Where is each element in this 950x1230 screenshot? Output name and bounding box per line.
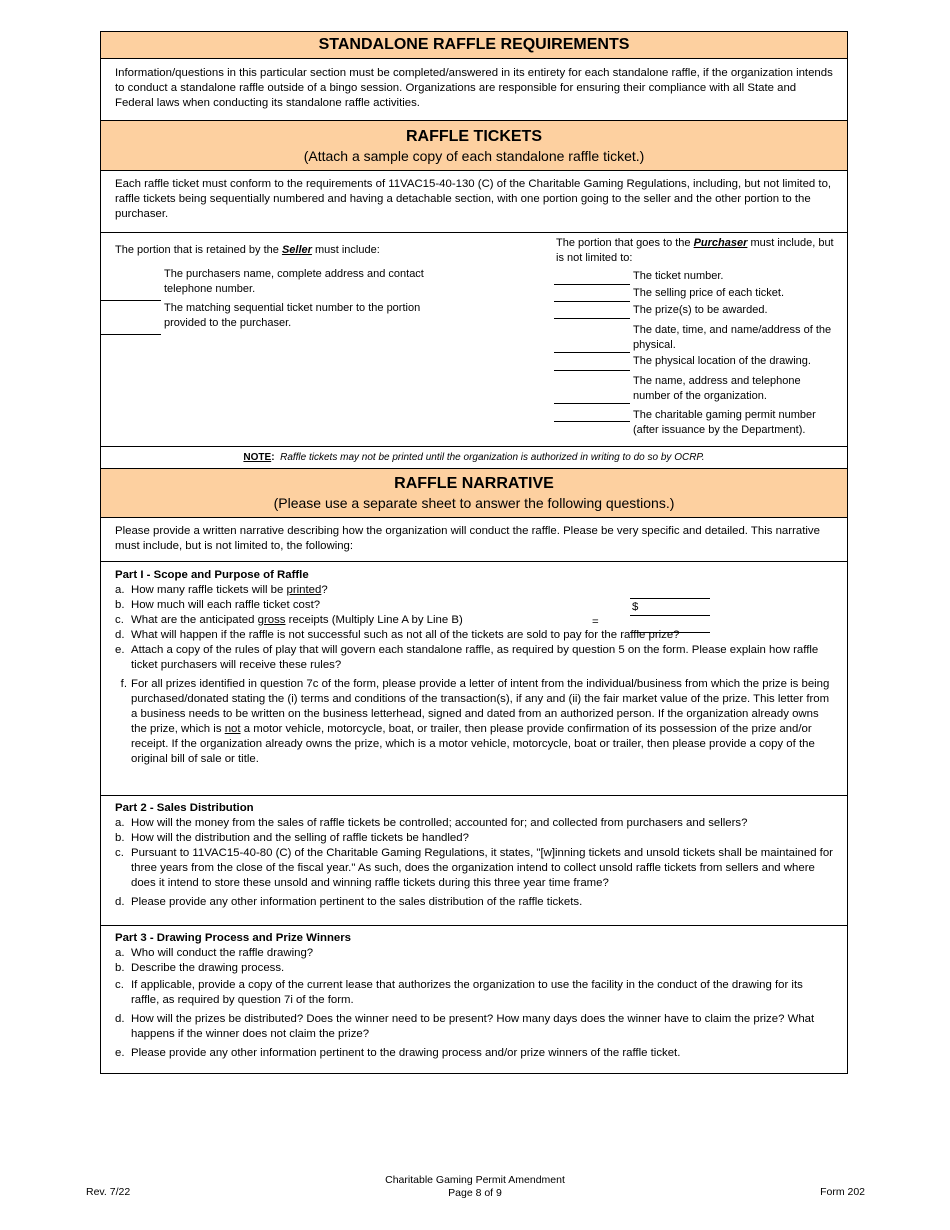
part-2-question-a: a. How will the money from the sales of raffle tickets be controlled; accounted for; and collected from purchasers and sellers? bbox=[115, 817, 748, 829]
purchaser-heading: The portion that goes to the Purchaser must include, but is not limited to: bbox=[556, 237, 834, 264]
raffle-tickets-intro-text: Each raffle ticket must conform to the requirements of 11VAC15-40-130 (C) of the Charitable Gaming Regulations, including, but not limited to, raffle tickets being sequentially numbered and having a detachable section, with one portion going to the seller and the other portion to the purchaser. bbox=[115, 178, 832, 220]
raffle-tickets-intro bbox=[101, 170, 847, 232]
raffle-narrative-header bbox=[101, 468, 847, 517]
gross-receipts-line[interactable] bbox=[630, 632, 710, 633]
part-1-question-f: f. For all prizes identified in question 7c of the form, please provide a letter of intent from the individual/business from which the prize is being purchased/donated stating the (i) terms and conditions of the transaction(s), if any and (ii) the fair market value of the prize. This letter from a business needs to be written on the business letterhead, signed and dated from an authorized person. If the organization already owns the prize, which is not a motor vehicle, motorcycle, boat, or trailer, then please provide confirmation of its possession of the prize and/or receipt. If the organization already owns the prize, which is a motor vehicle, motorcycle, boat or trailer, then please provide a copy of the original bill of sale or title. bbox=[120, 678, 830, 765]
part-3-section bbox=[101, 925, 847, 1073]
part-3-question-d: d. How will the prizes be distributed? Does the winner need to be present? How many days does the winner have to claim the prize? What happens if the winner does not claim the prize? bbox=[115, 1013, 815, 1040]
raffle-narrative-title: RAFFLE NARRATIVE bbox=[394, 475, 554, 492]
standalone-raffle-intro bbox=[101, 58, 847, 120]
purchaser-item-3: The prize(s) to be awarded. bbox=[633, 304, 768, 316]
footer-form-number: Form 202 bbox=[820, 1186, 865, 1198]
purchaser-item-7: The charitable gaming permit number (after issuance by the Department). bbox=[633, 409, 816, 436]
purchaser-line-6[interactable] bbox=[554, 403, 630, 404]
standalone-raffle-intro-text: Information/questions in this particular section must be completed/answered in its entirety for each standalone raffle, if the organization intends to conduct a standalone raffle outside of a bingo session. Organizations are responsible for ensuring their compliance with all State and Federal laws when conducting its standalone raffle activities. bbox=[115, 67, 833, 109]
raffle-tickets-subtitle: (Attach a sample copy of each standalone raffle ticket.) bbox=[303, 148, 645, 164]
footer-title: Charitable Gaming Permit Amendment bbox=[385, 1174, 565, 1186]
part-3-title: Part 3 - Drawing Process and Prize Winners bbox=[115, 932, 352, 944]
ticket-cost-line[interactable] bbox=[630, 615, 710, 616]
dollar-sign: $ bbox=[632, 601, 639, 613]
purchaser-line-3[interactable] bbox=[554, 318, 630, 319]
part-1-section bbox=[101, 561, 847, 795]
raffle-requirements-form bbox=[100, 31, 848, 1074]
part-3-question-e: e. Please provide any other information pertinent to the drawing process and/or prize winners of the raffle ticket. bbox=[115, 1047, 681, 1059]
purchaser-item-5: The physical location of the drawing. bbox=[633, 355, 811, 367]
raffle-narrative-intro-text: Please provide a written narrative describing how the organization will conduct the raffle. Please be very specific and detailed. This narrative must include, but is not limited to, the following: bbox=[115, 525, 820, 552]
part-2-question-b: b. How will the distribution and the selling of raffle tickets be handled? bbox=[115, 832, 469, 844]
raffle-tickets-title: RAFFLE TICKETS bbox=[406, 128, 542, 145]
part-3-question-a: a. Who will conduct the raffle drawing? bbox=[115, 947, 314, 959]
note-label: NOTE bbox=[243, 452, 272, 463]
seller-line-2[interactable] bbox=[101, 334, 161, 335]
footer-page: Page 8 of 9 bbox=[448, 1187, 502, 1199]
raffle-narrative-intro bbox=[101, 517, 847, 561]
part-1-question-b: b. How much will each raffle ticket cost? bbox=[115, 599, 321, 611]
purchaser-item-1: The ticket number. bbox=[633, 270, 724, 282]
seller-heading: The portion that is retained by the Seller must include: bbox=[115, 244, 380, 256]
purchaser-word: Purchaser bbox=[693, 237, 748, 249]
purchaser-item-6: The name, address and telephone number of the organization. bbox=[633, 375, 801, 402]
part-1-title: Part I - Scope and Purpose of Raffle bbox=[115, 569, 309, 581]
purchaser-line-2[interactable] bbox=[554, 301, 630, 302]
part-2-title: Part 2 - Sales Distribution bbox=[115, 802, 254, 814]
standalone-raffle-header bbox=[101, 32, 847, 58]
gross-word: gross bbox=[257, 614, 286, 626]
tickets-printed-line[interactable] bbox=[630, 598, 710, 599]
raffle-narrative-subtitle: (Please use a separate sheet to answer the following questions.) bbox=[273, 495, 675, 511]
seller-line-1[interactable] bbox=[101, 300, 161, 301]
purchaser-line-5[interactable] bbox=[554, 370, 630, 371]
purchaser-item-4: The date, time, and name/address of the physical. bbox=[633, 324, 832, 351]
footer-center bbox=[300, 1174, 650, 1200]
part-2-question-d: d. Please provide any other information pertinent to the sales distribution of the raffle tickets. bbox=[115, 896, 583, 908]
raffle-tickets-header bbox=[101, 120, 847, 170]
note-row: NOTE: Raffle tickets may not be printed until the organization is authorized in writing to do so by OCRP. bbox=[101, 446, 847, 468]
purchaser-item-2: The selling price of each ticket. bbox=[633, 287, 785, 299]
seller-item-1: The purchasers name, complete address and contact telephone number. bbox=[164, 268, 424, 295]
part-1-question-a: a. How many raffle tickets will be printed? bbox=[115, 584, 328, 596]
purchaser-line-4[interactable] bbox=[554, 352, 630, 353]
part-1-question-c: c. What are the anticipated gross receipts (Multiply Line A by Line B) bbox=[115, 614, 463, 626]
purchaser-line-7[interactable] bbox=[554, 421, 630, 422]
equals-sign: = bbox=[592, 616, 599, 628]
seller-item-2: The matching sequential ticket number to the portion provided to the purchaser. bbox=[164, 302, 421, 329]
not-word: not bbox=[224, 723, 241, 735]
printed-word: printed bbox=[286, 584, 322, 596]
purchaser-line-1[interactable] bbox=[554, 284, 630, 285]
ticket-portions-section bbox=[101, 232, 847, 446]
part-1-question-e: e. Attach a copy of the rules of play that will govern each standalone raffle, as required by question 5 on the form. Please explain how raffle ticket purchasers will receive these rules? bbox=[115, 644, 819, 671]
part-2-question-c: c. Pursuant to 11VAC15-40-80 (C) of the Charitable Gaming Regulations, it states, "[w]inning tickets and unsold tickets shall be maintained for three years from the close of the fiscal year." As such, does the organization intend to collect unsold raffle tickets from sellers and where does it intend to store these unsold and winning raffle tickets during this three year time frame? bbox=[115, 847, 833, 889]
note-text: Raffle tickets may not be printed until the organization is authorized in writing to do so by OCRP. bbox=[280, 452, 705, 463]
part-1-question-d: d. What will happen if the raffle is not successful such as not all of the tickets are sold to pay for the raffle prize? bbox=[115, 629, 680, 641]
part-3-question-c: c. If applicable, provide a copy of the current lease that authorizes the organization to use the facility in the conduct of the drawing for its raffle, as required by question 7i of the form. bbox=[115, 979, 803, 1006]
seller-word: Seller bbox=[281, 244, 312, 256]
part-3-question-b: b. Describe the drawing process. bbox=[115, 962, 285, 974]
standalone-raffle-title: STANDALONE RAFFLE REQUIREMENTS bbox=[318, 36, 630, 53]
footer-revision: Rev. 7/22 bbox=[86, 1186, 131, 1198]
part-2-section bbox=[101, 795, 847, 925]
